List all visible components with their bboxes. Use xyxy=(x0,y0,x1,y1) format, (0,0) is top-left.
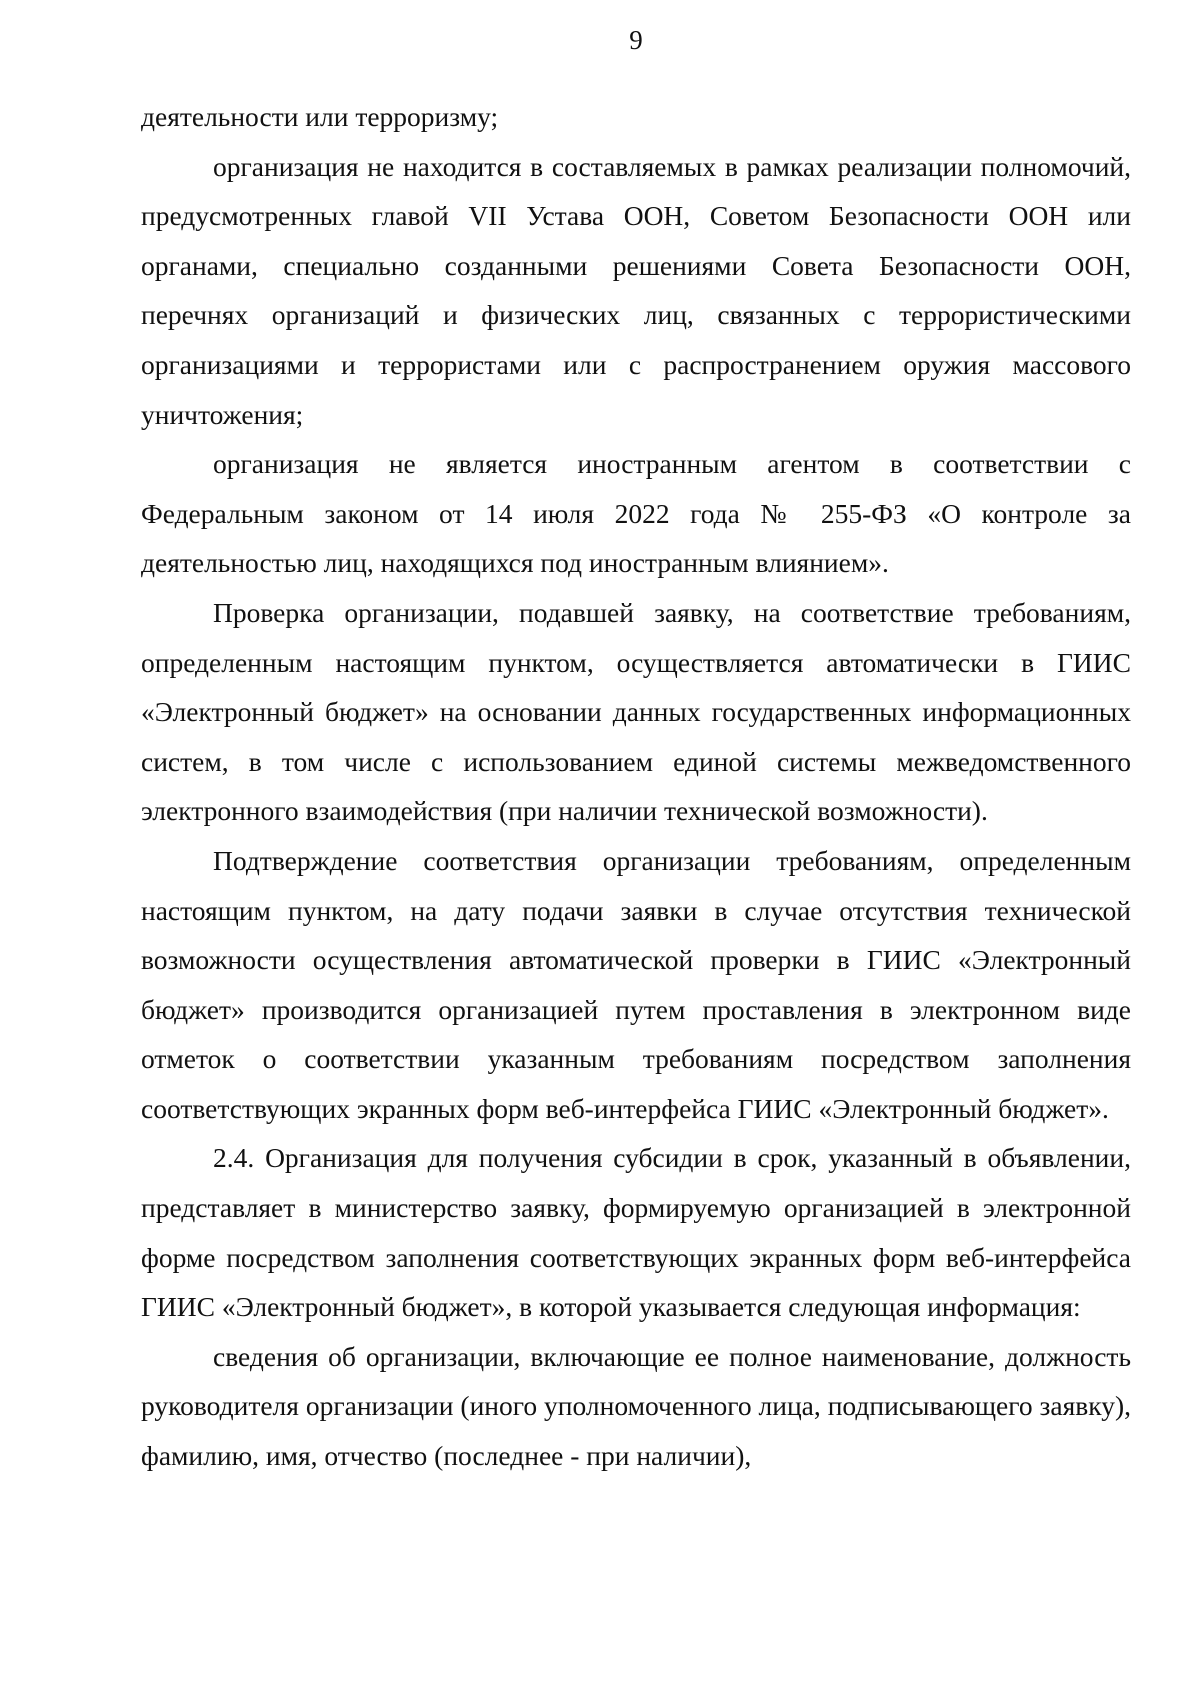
paragraph: организация не является иностранным агентом в соответствии с Федеральным законом от 14 июля 2022 года № 255-ФЗ «О контроле за деятельностью лиц, находящихся под иностранным влиянием». xyxy=(141,448,1131,579)
paragraph: организация не находится в составляемых в рамках реализации полномочий, предусмотренных главой VII Устава ООН, Советом Безопасности ООН или органами, специально созданными решениями Совета Безопасности ООН, перечнях организаций и физических лиц, связанных с террористическими организациями и террористами или с распространением оружия массового уничтожения; xyxy=(141,150,1131,430)
paragraph: сведения об организации, включающие ее полное наименование, должность руководителя организации (иного уполномоченного лица, подписывающего заявку), фамилию, имя, отчество (последнее - при наличии), xyxy=(141,1340,1131,1472)
document-body xyxy=(141,92,1131,1481)
paragraph: деятельности или терроризму; xyxy=(141,101,499,132)
paragraph: Проверка организации, подавшей заявку, на соответствие требованиям, определенным настоящим пунктом, осуществляется автоматически в ГИИС «Электронный бюджет» на основании данных государственных информационных систем, в том числе с использованием единой системы межведомственного электронного взаимодействия (при наличии технической возможности). xyxy=(141,596,1131,827)
page-number: 9 xyxy=(629,25,643,55)
paragraph: 2.4. Организация для получения субсидии в срок, указанный в объявлении, представляет в министерство заявку, формируемую организацией в электронной форме посредством заполнения соответствующих экранных форм веб-интерфейса ГИИС «Электронный бюджет», в которой указывается следующая информация: xyxy=(141,1142,1131,1323)
paragraph: Подтверждение соответствия организации требованиям, определенным настоящим пунктом, на дату подачи заявки в случае отсутствия технической возможности осуществления автоматической проверки в ГИИС «Электронный бюджет» производится организацией путем проставления в электронном виде отметок о соответствии указанным требованиям посредством заполнения соответствующих экранных форм веб-интерфейса ГИИС «Электронный бюджет». xyxy=(141,844,1131,1124)
